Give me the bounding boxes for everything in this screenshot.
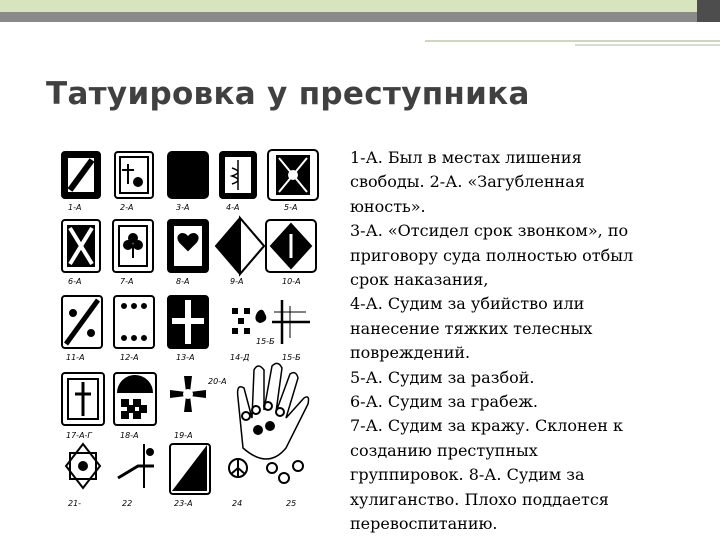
caption-3a: 3-А bbox=[176, 203, 190, 212]
caption-19a: 19-А bbox=[174, 431, 193, 440]
caption-5a: 5-А bbox=[284, 203, 298, 212]
caption-15b-second: 15-Б bbox=[282, 353, 301, 362]
tattoo-7a bbox=[113, 220, 153, 272]
caption-24: 24 bbox=[232, 499, 243, 508]
tattoo-figure bbox=[58, 148, 320, 513]
tattoo-9a bbox=[216, 218, 264, 274]
body-line: 6-А. Судим за грабеж. bbox=[350, 392, 538, 412]
caption-17a: 17-А-Г bbox=[66, 431, 92, 440]
caption-1a: 1-А bbox=[68, 203, 82, 212]
caption-7a: 7-А bbox=[120, 277, 134, 286]
tattoo-8a bbox=[168, 220, 208, 272]
caption-25: 25 bbox=[286, 499, 297, 508]
caption-6a: 6-А bbox=[68, 277, 82, 286]
tattoo-14d bbox=[232, 308, 250, 334]
caption-15b: 15-Б bbox=[256, 337, 275, 346]
body-line: перевоспитанию. bbox=[350, 514, 498, 534]
caption-22: 22 bbox=[122, 499, 133, 508]
caption-2a: 2-А bbox=[120, 203, 134, 212]
tattoo-hand bbox=[238, 363, 309, 459]
body-line: созданию преступных bbox=[350, 440, 538, 460]
slide-title: Татуировка у преступника bbox=[46, 76, 530, 112]
body-line: нанесение тяжких телесных bbox=[350, 318, 593, 338]
body-line: хулиганство. Плохо поддается bbox=[350, 489, 609, 509]
caption-8a: 8-А bbox=[176, 277, 190, 286]
top-bar-dark-end bbox=[697, 0, 720, 22]
tattoo-19a bbox=[170, 376, 206, 412]
body-line: группировок. 8-А. Судим за bbox=[350, 465, 585, 485]
caption-10a: 10-А bbox=[282, 277, 301, 286]
caption-11a: 11-А bbox=[66, 353, 85, 362]
tattoo-2a bbox=[115, 152, 153, 198]
top-bar-green bbox=[0, 0, 697, 12]
caption-9a: 9-А bbox=[230, 277, 244, 286]
tattoo-24 bbox=[229, 459, 247, 477]
slide-body-text bbox=[350, 146, 690, 537]
body-line: срок наказания, bbox=[350, 270, 489, 290]
tattoo-4a bbox=[220, 152, 256, 198]
top-decoration-bar bbox=[0, 0, 720, 22]
caption-20a: 20-А bbox=[208, 377, 227, 386]
body-line: 7-А. Судим за кражу. Склонен к bbox=[350, 416, 623, 436]
tattoo-25 bbox=[267, 461, 303, 483]
tattoo-illustration bbox=[58, 148, 320, 513]
caption-18a: 18-А bbox=[120, 431, 139, 440]
tattoo-13a bbox=[168, 296, 208, 348]
tattoo-23a bbox=[170, 444, 210, 494]
body-line: юность». bbox=[350, 196, 426, 216]
body-line: 3-А. «Отсидел срок звонком», по bbox=[350, 221, 629, 241]
caption-12a: 12-А bbox=[120, 353, 139, 362]
tattoo-17a bbox=[62, 373, 104, 425]
caption-21: 21- bbox=[68, 499, 82, 508]
body-line: повреждений. bbox=[350, 343, 471, 363]
caption-4a: 4-А bbox=[226, 203, 240, 212]
body-line: 5-А. Судим за разбой. bbox=[350, 367, 535, 387]
tattoo-5a bbox=[268, 150, 318, 200]
tattoo-22 bbox=[118, 444, 154, 488]
tattoo-10a bbox=[266, 220, 316, 272]
tattoo-21 bbox=[66, 444, 100, 488]
caption-23a: 23-А bbox=[174, 499, 193, 508]
body-line: 4-А. Судим за убийство или bbox=[350, 294, 585, 314]
tattoo-18a bbox=[114, 373, 156, 425]
tattoo-12a bbox=[114, 296, 154, 348]
tattoo-3a bbox=[168, 152, 208, 198]
decorative-line bbox=[425, 40, 720, 42]
decorative-line bbox=[575, 44, 720, 46]
body-line: 1-А. Был в местах лишения bbox=[350, 148, 582, 167]
tattoo-11a bbox=[62, 296, 102, 348]
tattoo-1a bbox=[62, 152, 100, 198]
tattoo-6a bbox=[62, 220, 100, 272]
caption-14d: 14-Д bbox=[230, 353, 250, 362]
body-line: приговору суда полностью отбыл bbox=[350, 245, 634, 265]
caption-13a: 13-А bbox=[176, 353, 195, 362]
body-line: свободы. 2-А. «Загубленная bbox=[350, 172, 585, 192]
